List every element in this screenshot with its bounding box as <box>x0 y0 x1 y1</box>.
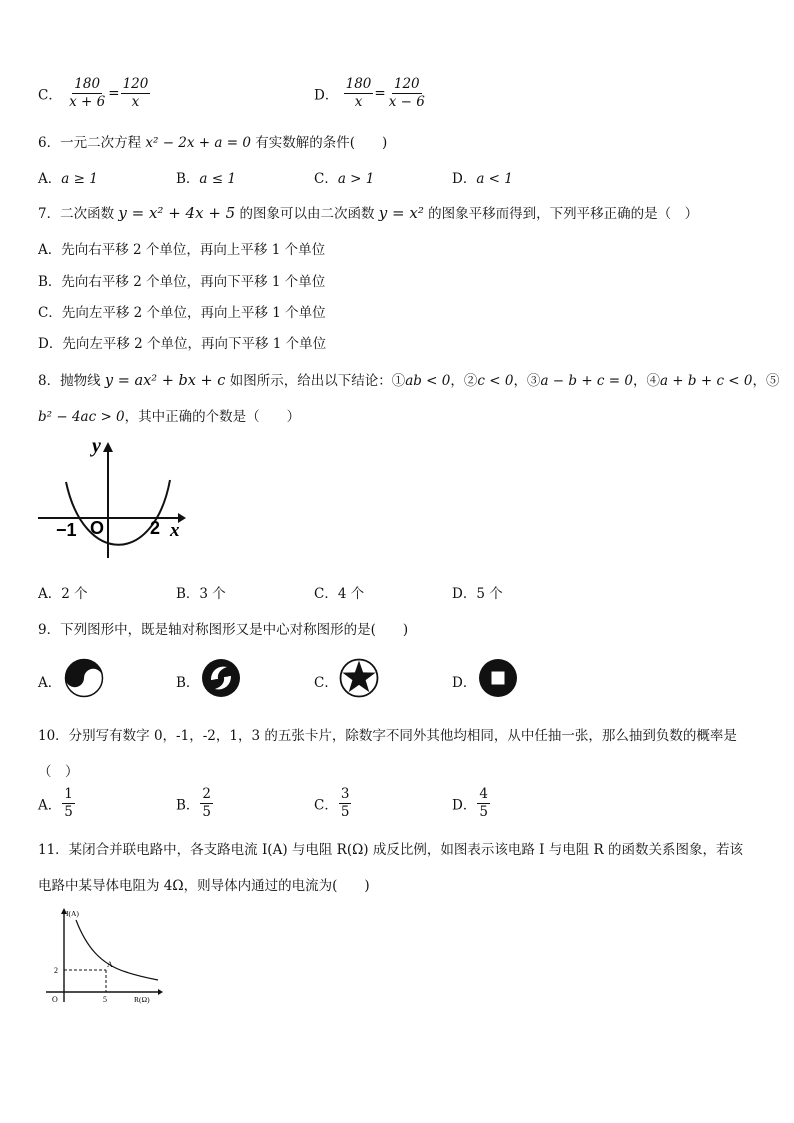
option-text: a < 1 <box>476 171 513 187</box>
q5-d-right-fraction <box>387 76 427 111</box>
q5-c-left-fraction <box>67 76 107 111</box>
square-circle-icon <box>478 658 518 698</box>
denominator: x <box>354 94 363 110</box>
q10-option-b <box>176 786 214 821</box>
numerator: 180 <box>345 76 372 92</box>
q8-option-d <box>452 582 503 602</box>
q8-sep-2: ，② <box>450 373 478 389</box>
q6-stem <box>38 131 387 151</box>
q8-conclusion-4: a + b + c < 0 <box>659 373 753 389</box>
option-text: 2 个 <box>61 586 88 602</box>
equals-sign: = <box>374 85 386 102</box>
q8-sep-4: ，④ <box>632 373 660 389</box>
denominator: 5 <box>340 804 350 820</box>
q5-d-left-fraction <box>344 76 374 111</box>
option-fraction <box>200 786 213 821</box>
q7-stem-post: 的图象平移而得到，下列平移正确的是（ ） <box>423 206 699 222</box>
option-fraction <box>62 786 75 821</box>
star-circle-icon <box>339 658 379 698</box>
numerator: 120 <box>393 76 420 92</box>
q8-stem-line2 <box>38 405 300 425</box>
option-label: A． <box>38 797 62 814</box>
q8-parabola-graph <box>36 436 186 566</box>
option-text: a > 1 <box>337 171 375 187</box>
q8-conclusion-3: a − b + c = 0 <box>540 373 633 389</box>
point-a-label: A <box>107 960 113 969</box>
q8-conclusion-5: b² − 4ac > 0 <box>38 409 125 425</box>
denominator: x <box>131 94 140 110</box>
q7-option-a: A．先向右平移 2 个单位，再向上平移 1 个单位 <box>38 242 326 258</box>
y-axis-label: y <box>92 435 101 457</box>
q5-option-c-label: C． <box>38 87 62 104</box>
origin-label: O <box>52 995 58 1004</box>
option-text: 4 个 <box>337 586 365 602</box>
q6-equation: x² − 2x + a = 0 <box>145 135 251 151</box>
option-text: 5 个 <box>476 586 503 602</box>
option-text: 3 个 <box>199 586 226 602</box>
q8-sep-5: ，⑤ <box>752 373 780 389</box>
q9-option-b-label: B． <box>176 675 200 691</box>
numerator: 1 <box>64 786 73 802</box>
numerator: 3 <box>340 786 350 802</box>
x-axis-arrow <box>158 989 163 995</box>
numerator: 120 <box>122 76 149 92</box>
q7-option-d: D．先向左平移 2 个单位，再向下平移 1 个单位 <box>38 336 327 352</box>
denominator: 5 <box>202 804 212 820</box>
option-label: D． <box>452 586 477 602</box>
option-label: D． <box>452 171 477 187</box>
yin-yang-icon <box>64 658 104 698</box>
q5-option-d-label: D． <box>314 87 339 104</box>
denominator: x + 6 <box>69 94 106 110</box>
denominator: 5 <box>479 804 488 820</box>
q6-stem-pre: 6．一元二次方程 <box>38 135 146 151</box>
y-axis-label: I(A) <box>66 909 79 918</box>
q7-function-2: y = x² <box>378 204 424 222</box>
swirl-circle-icon <box>201 658 241 698</box>
q8-sep-3: ，③ <box>513 373 541 389</box>
q10-stem: 10．分别写有数字 0，-1，-2，1，3 的五张卡片，除数字不同外其他均相同，从中任抽一张，那么抽到负数的概率是 <box>38 728 737 744</box>
denominator: 5 <box>64 804 73 820</box>
option-label: B． <box>176 171 200 187</box>
q10-paren: （ ） <box>38 764 79 780</box>
two-label: 2 <box>150 518 161 538</box>
q8-option-b <box>176 582 226 602</box>
q8-stem-line1 <box>38 369 780 389</box>
x-tick-label: 5 <box>103 995 107 1004</box>
q11-inverse-graph <box>40 906 170 1008</box>
option-fraction <box>339 786 352 821</box>
q8-option-a <box>38 582 88 602</box>
denominator: x − 6 <box>388 94 425 110</box>
q6-option-d <box>452 167 513 187</box>
q5-c-right-fraction <box>121 76 151 111</box>
q8-conclusion-1: ab < 0 <box>405 373 451 389</box>
q8-stem-end: ，其中正确的个数是（ ） <box>124 409 301 425</box>
q5-option-d <box>314 76 428 111</box>
q8-function: y = ax² + bx + c <box>104 373 226 389</box>
q7-function-1: y = x² + 4x + 5 <box>118 204 236 222</box>
q6-option-a <box>38 167 98 187</box>
q11-stem-line1: 11．某闭合并联电路中，各支路电流 I(A) 与电阻 R(Ω) 成反比例，如图表示该电路 I 与电阻 R 的函数关系图象，若该 <box>38 842 744 858</box>
q9-option-d-label: D． <box>452 675 477 691</box>
numerator: 2 <box>202 786 212 802</box>
option-label: C． <box>314 797 338 814</box>
y-axis-arrow <box>103 442 113 452</box>
q7-stem <box>38 202 698 222</box>
origin-label: O <box>90 518 105 538</box>
neg-one-label: −1 <box>56 520 77 540</box>
q9-option-a-label: A． <box>38 675 62 691</box>
q11-stem-line2: 电路中某导体电阻为 4Ω，则导体内通过的电流为( ) <box>38 878 370 894</box>
option-label: B． <box>176 797 200 814</box>
option-label: B． <box>176 586 200 602</box>
equals-sign: = <box>108 85 120 102</box>
x-axis-label: x <box>170 520 180 541</box>
x-axis-label: R(Ω) <box>134 995 150 1004</box>
q9-option-c-label: C． <box>314 675 338 691</box>
q6-stem-post: 有实数解的条件( ) <box>250 135 388 151</box>
y-tick-label: 2 <box>54 966 58 975</box>
numerator: 4 <box>479 786 488 802</box>
option-label: C． <box>314 586 338 602</box>
q8-stem-pre: 8．抛物线 <box>38 373 105 389</box>
inverse-curve <box>76 920 158 980</box>
option-text: a ≤ 1 <box>199 171 236 187</box>
numerator: 180 <box>74 76 101 92</box>
q8-option-c <box>314 582 364 602</box>
q5-option-c <box>38 76 151 111</box>
q6-option-b <box>176 167 236 187</box>
option-text: a ≥ 1 <box>61 171 98 187</box>
q10-option-a <box>38 786 76 821</box>
option-label: A． <box>38 171 62 187</box>
option-label: D． <box>452 797 477 814</box>
q7-stem-mid: 的图象可以由二次函数 <box>235 206 379 222</box>
q6-option-c <box>314 167 374 187</box>
option-fraction <box>477 786 490 821</box>
option-label: A． <box>38 586 62 602</box>
q9-stem: 9．下列图形中，既是轴对称图形又是中心对称图形的是( ) <box>38 622 409 638</box>
q8-stem-mid: 如图所示，给出以下结论：① <box>225 373 406 389</box>
q8-conclusion-2: c < 0 <box>477 373 514 389</box>
q7-option-c: C．先向左平移 2 个单位，再向上平移 1 个单位 <box>38 305 326 321</box>
q7-stem-pre: 7．二次函数 <box>38 206 119 222</box>
q10-option-d <box>452 786 491 821</box>
q10-option-c <box>314 786 352 821</box>
option-label: C． <box>314 171 338 187</box>
q7-option-b: B．先向右平移 2 个单位，再向下平移 1 个单位 <box>38 274 326 290</box>
